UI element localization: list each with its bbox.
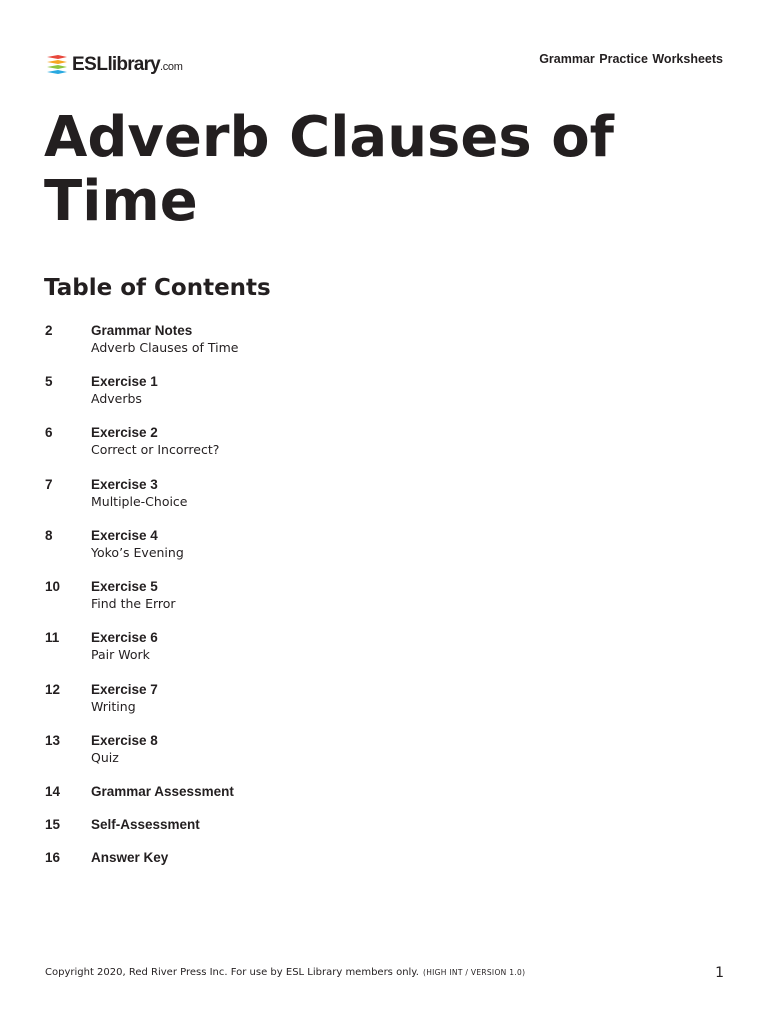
version-text: (HIGH INT / VERSION 1.0) xyxy=(422,968,525,977)
logo-com-text: .com xyxy=(159,61,183,73)
toc-entry-subtitle: Find the Error xyxy=(91,596,176,611)
toc-page-number: 12 xyxy=(45,682,61,697)
toc-entry-subtitle: Writing xyxy=(91,699,136,714)
toc-entry-title: Exercise 2 xyxy=(91,425,158,440)
toc-entry-title: Grammar Assessment xyxy=(91,784,234,799)
toc-entry-subtitle: Yoko’s Evening xyxy=(91,545,184,560)
toc-entry-subtitle: Multiple-Choice xyxy=(91,494,188,509)
toc-entry-title: Exercise 7 xyxy=(91,682,158,697)
toc-entry-subtitle: Correct or Incorrect? xyxy=(91,442,220,457)
toc-page-number: 6 xyxy=(45,425,53,440)
toc-page-number: 7 xyxy=(45,477,53,492)
toc-page-number: 5 xyxy=(45,374,53,389)
toc-entry-subtitle: Pair Work xyxy=(91,647,150,662)
toc-entry-subtitle: Adverbs xyxy=(91,391,142,406)
toc-page-number: 8 xyxy=(45,528,53,543)
toc-entry-title: Exercise 3 xyxy=(91,477,158,492)
toc-heading: Table of Contents xyxy=(44,275,271,301)
logo-wordmark xyxy=(72,54,183,76)
toc-entry-title: Answer Key xyxy=(91,850,169,865)
footer-copyright xyxy=(45,967,525,979)
toc-entry-title: Exercise 6 xyxy=(91,630,158,645)
toc-entry-subtitle: Quiz xyxy=(91,750,119,765)
esl-library-logo xyxy=(45,52,183,78)
toc-page-number: 16 xyxy=(45,850,61,865)
worksheet-series-title: Grammar Practice Worksheets xyxy=(539,52,723,66)
toc-entry-title: Exercise 8 xyxy=(91,733,158,748)
toc-page-number: 15 xyxy=(45,817,61,832)
page-number: 1 xyxy=(715,965,724,981)
toc-page-number: 14 xyxy=(45,784,61,799)
toc-page-number: 13 xyxy=(45,733,61,748)
logo-esl-text: ESL xyxy=(72,54,108,75)
toc-entry-title: Exercise 1 xyxy=(91,374,158,389)
toc-page-number: 10 xyxy=(45,579,61,594)
toc-entry-title: Exercise 5 xyxy=(91,579,158,594)
document-title: Adverb Clauses of Time xyxy=(44,105,615,234)
toc-page-number: 2 xyxy=(45,323,53,338)
toc-page-number: 11 xyxy=(45,630,60,645)
copyright-text: Copyright 2020, Red River Press Inc. For use by ESL Library members only. xyxy=(45,967,419,978)
logo-library-text: library xyxy=(107,54,160,75)
toc-entry-title: Exercise 4 xyxy=(91,528,158,543)
toc-entry-title: Grammar Notes xyxy=(91,323,193,338)
toc-entry-title: Self-Assessment xyxy=(91,817,200,832)
stacked-books-icon xyxy=(45,53,69,77)
toc-entry-subtitle: Adverb Clauses of Time xyxy=(91,340,239,355)
